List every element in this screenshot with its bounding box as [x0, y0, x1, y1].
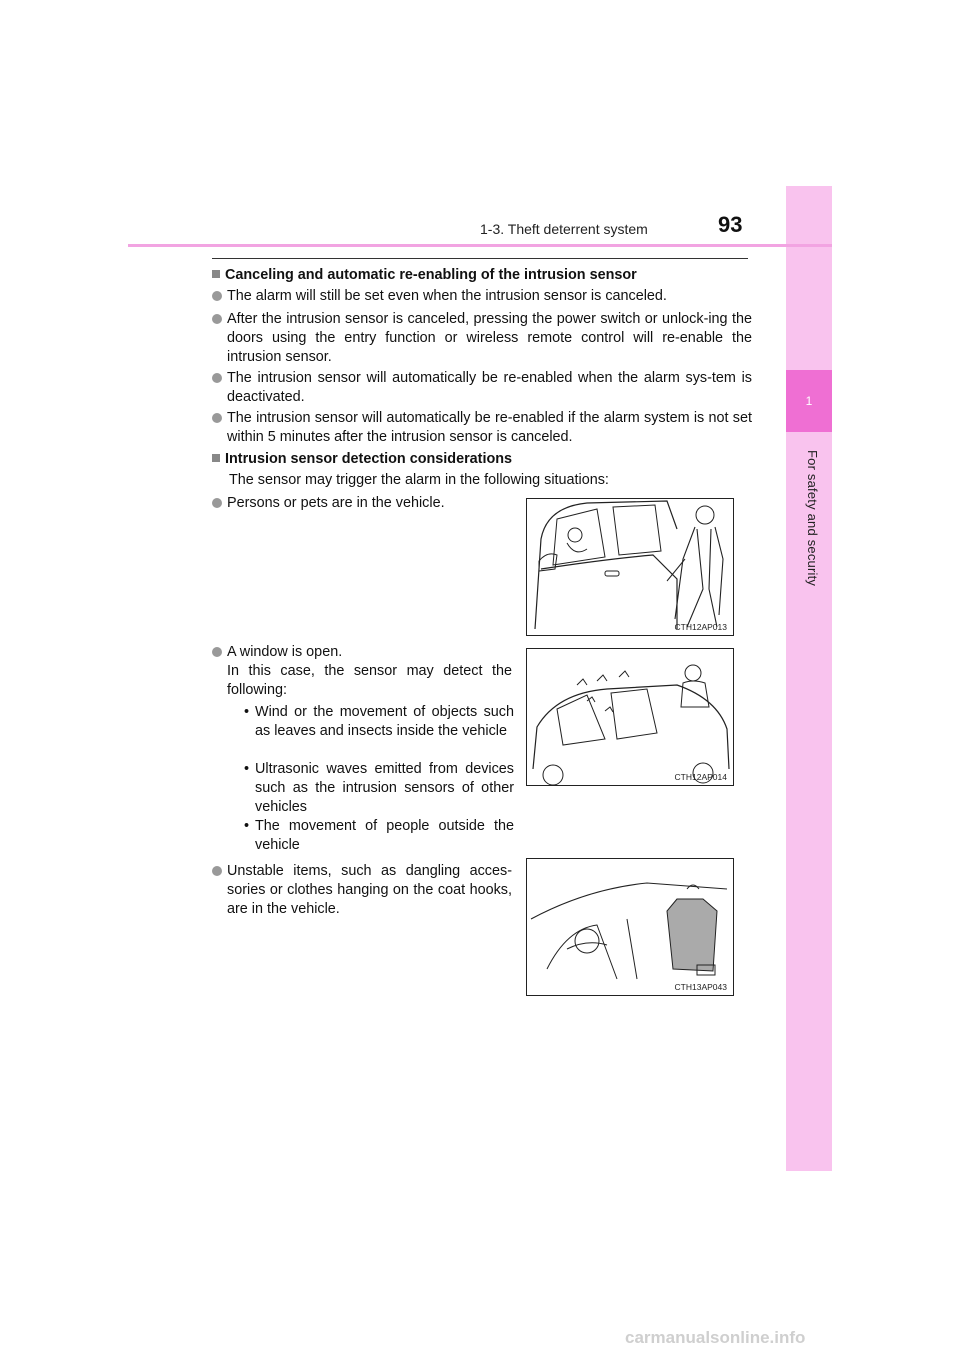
section-title: 1-3. Theft deterrent system: [480, 221, 648, 237]
situation-item-detail: In this case, the sensor may detect the following:: [227, 663, 512, 698]
round-bullet-icon: [212, 413, 222, 423]
chapter-title-vertical: For safety and security: [805, 450, 820, 587]
car-interior-coat-illustration: [527, 859, 733, 995]
chapter-number-tab[interactable]: 1: [786, 370, 832, 432]
sub-list-item: • The movement of people outside the vehicle: [244, 818, 514, 853]
chapter-side-tab: [786, 186, 832, 1171]
round-bullet-icon: [212, 291, 222, 301]
open-window-car-illustration: [527, 649, 733, 785]
list-item: The intrusion sensor will automatically be re-enabled if the alarm system is not set within 5 minutes after the intrusion sensor is canceled.: [212, 409, 752, 447]
figure-open-window: CTH12AP014: [526, 648, 734, 786]
list-item: After the intrusion sensor is canceled, pressing the power switch or unlock-ing the doors using the entry function or wireless remote control will re-enable the intrusion sensor.: [212, 310, 752, 367]
list-item: The alarm will still be set even when the intrusion sensor is canceled.: [212, 287, 752, 306]
canceling-heading: Canceling and automatic re-enabling of the intrusion sensor: [212, 266, 752, 285]
sub-list-item: • Ultrasonic waves emitted from devices such as the intrusion sensors of other vehicles: [244, 761, 514, 815]
situation-item: Persons or pets are in the vehicle.: [212, 494, 512, 513]
round-bullet-icon: [212, 866, 222, 876]
list-item: The intrusion sensor will automatically be re-enabled when the alarm sys-tem is deactivated.: [212, 369, 752, 407]
header-rule: [128, 244, 832, 247]
round-bullet-icon: [212, 498, 222, 508]
content-rule: [212, 258, 748, 259]
situation-item: A window is open.: [212, 643, 512, 662]
figure-hanging-items: CTH13AP043: [526, 858, 734, 996]
square-bullet-icon: [212, 270, 220, 278]
page-number: 93: [718, 212, 743, 237]
round-bullet-icon: [212, 314, 222, 324]
car-door-person-dog-illustration: [527, 499, 733, 635]
detection-intro: The sensor may trigger the alarm in the following situations:: [229, 472, 609, 488]
situation-item: Unstable items, such as dangling acces-sories or clothes hanging on the coat hooks, are in the vehicle.: [212, 862, 512, 919]
round-bullet-icon: [212, 373, 222, 383]
figure-person-and-pet: CTH12AP013: [526, 498, 734, 636]
round-bullet-icon: [212, 647, 222, 657]
detection-heading: Intrusion sensor detection considerations: [212, 450, 752, 469]
watermark-credit[interactable]: carmanualsonline.info: [625, 1328, 806, 1347]
sub-list-item: • Wind or the movement of objects such as leaves and insects inside the vehicle: [244, 704, 514, 739]
square-bullet-icon: [212, 454, 220, 462]
